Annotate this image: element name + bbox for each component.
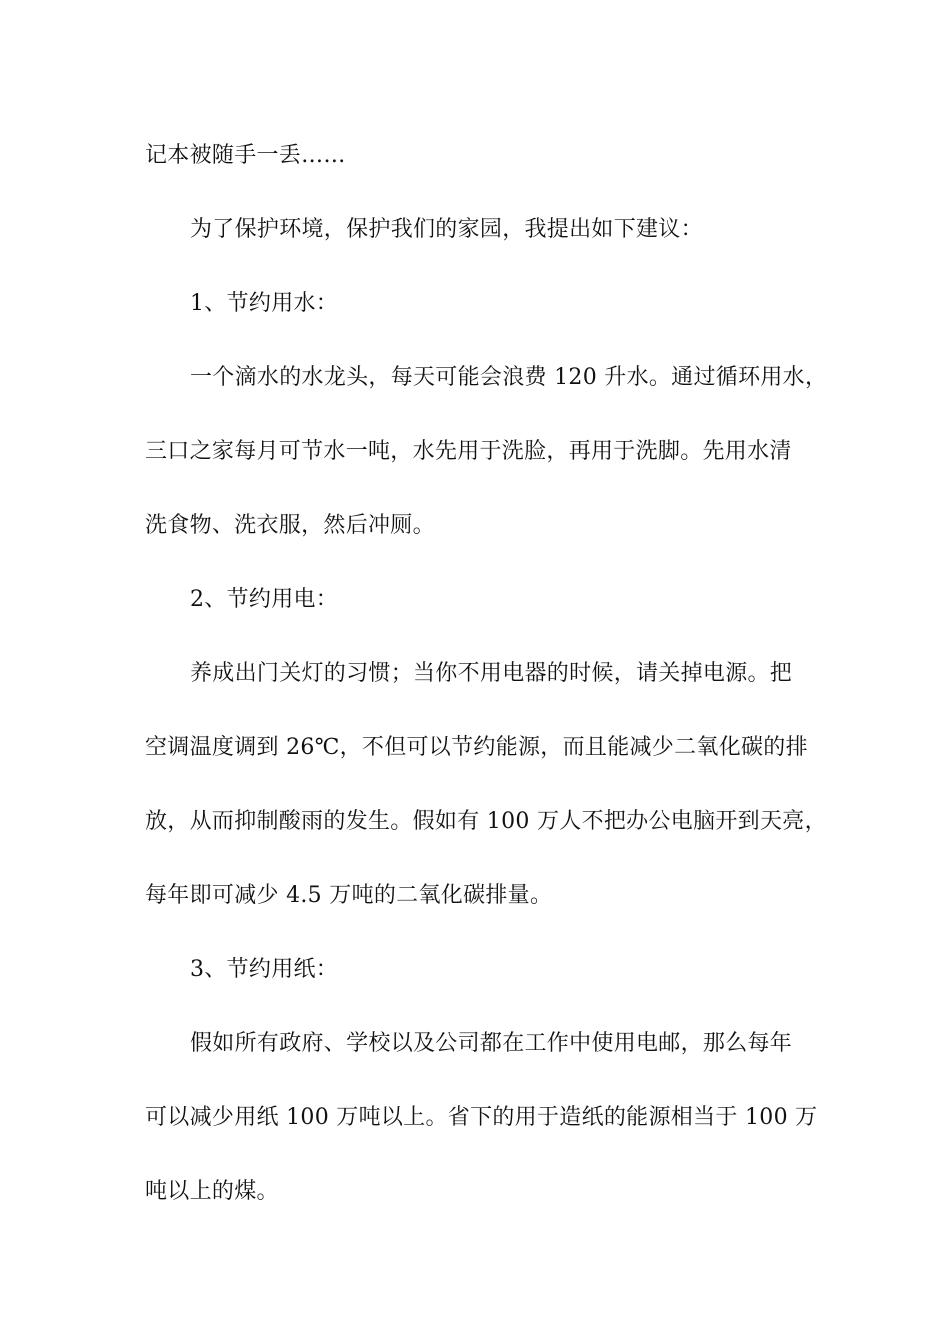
text-line: 三口之家每月可节水一吨，水先用于洗脸，再用于洗脚。先用水清 <box>145 439 792 464</box>
text-line: 空调温度调到 26℃，不但可以节约能源，而且能减少二氧化碳的排 <box>145 735 808 760</box>
text-line: 放，从而抑制酸雨的发生。假如有 100 万人不把办公电脑开到天亮， <box>145 809 827 834</box>
text-line: 一个滴水的水龙头，每天可能会浪费 120 升水。通过循环用水， <box>190 365 828 390</box>
section-heading-electricity: 2、节约用电： <box>190 587 339 612</box>
text-line: 记本被随手一丢…… <box>145 143 346 168</box>
text-line: 洗食物、洗衣服，然后冲厕。 <box>145 513 435 538</box>
text-line: 每年即可减少 4.5 万吨的二氧化碳排量。 <box>145 883 553 908</box>
text-line: 假如所有政府、学校以及公司都在工作中使用电邮，那么每年 <box>190 1031 793 1056</box>
section-heading-water: 1、节约用水： <box>190 291 339 316</box>
section-heading-paper: 3、节约用纸： <box>190 957 339 982</box>
text-line: 可以减少用纸 100 万吨以上。省下的用于造纸的能源相当于 100 万 <box>145 1105 818 1130</box>
text-line: 吨以上的煤。 <box>145 1179 279 1204</box>
text-line: 养成出门关灯的习惯；当你不用电器的时候，请关掉电源。把 <box>190 661 793 686</box>
text-line: 为了保护环境，保护我们的家园，我提出如下建议： <box>190 217 703 242</box>
